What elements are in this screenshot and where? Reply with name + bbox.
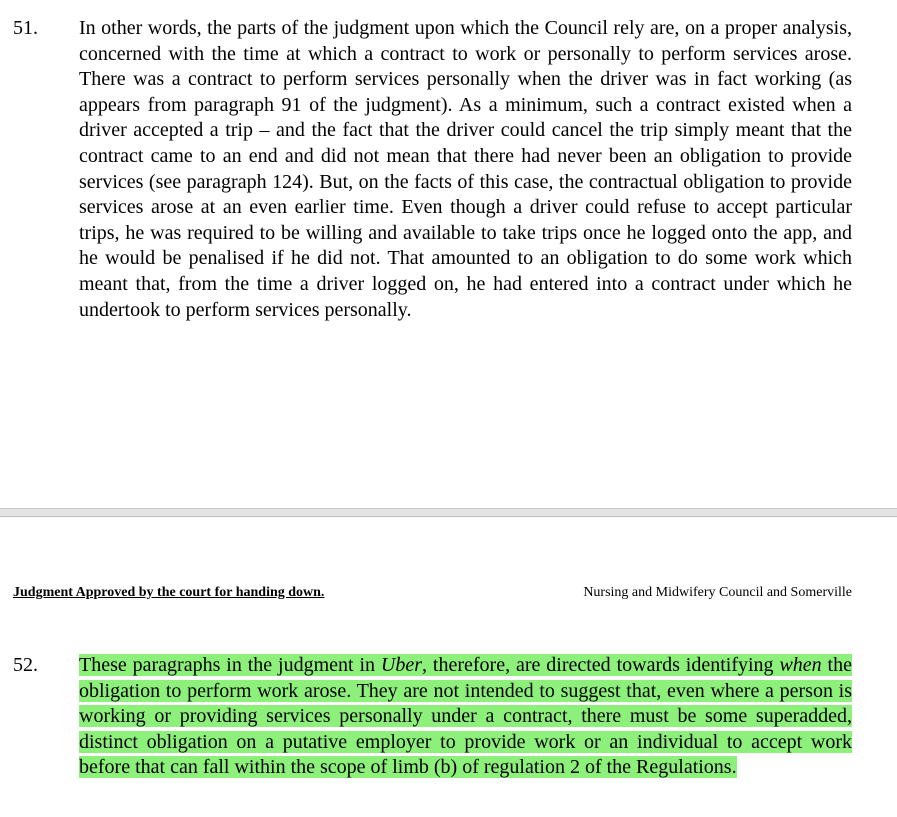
running-header-left: Judgment Approved by the court for handing down.	[13, 585, 325, 600]
paragraph-number: 51.	[13, 17, 38, 39]
highlighted-text[interactable]	[79, 654, 852, 778]
italic-case-name: Uber	[380, 654, 423, 676]
paragraph-number: 52.	[13, 654, 38, 676]
text-segment: These paragraphs in the judgment in	[79, 654, 381, 676]
paragraph-text[interactable]: In other words, the parts of the judgment upon which the Council rely are, on a proper analysis, concerned with the time at which a contract to work or personally to perform services arose. There was a contract to perform services personally when the driver was in fact working (as appears from paragraph 91 of the judgment). As a minimum, such a contract existed when a driver accepted a trip – and the fact that the driver could cancel the trip simply meant that the contract came to an end and did not mean that there had never been an obligation to provide services (see paragraph 124). But, on the facts of this case, the contractual obligation to provide services arose at an even earlier time. Even though a driver could refuse to accept particular trips, he was required to be willing and available to take trips once he logged onto the app, and he would be penalised if he did not. That amounted to an obligation to do some work which meant that, from the time a driver logged on, he had entered into a contract under which he undertook to perform services personally.	[79, 17, 852, 321]
italic-emphasis: when	[779, 654, 822, 676]
text-segment: the obligation to perform work arose. They are not intended to suggest that, even where a person is working or providing services personally under a contract, there must be some superadded, distinct obligation on a putative employer to provide work or an individual to accept work before that can fall within the scope of limb (b) of regulation 2 of the Regulations.	[79, 654, 852, 779]
page-break-divider	[0, 508, 897, 517]
paragraph-text[interactable]	[79, 653, 852, 781]
text-segment: , therefore, are directed towards identifying	[422, 654, 780, 676]
running-header-right: Nursing and Midwifery Council and Somerville	[583, 585, 852, 600]
